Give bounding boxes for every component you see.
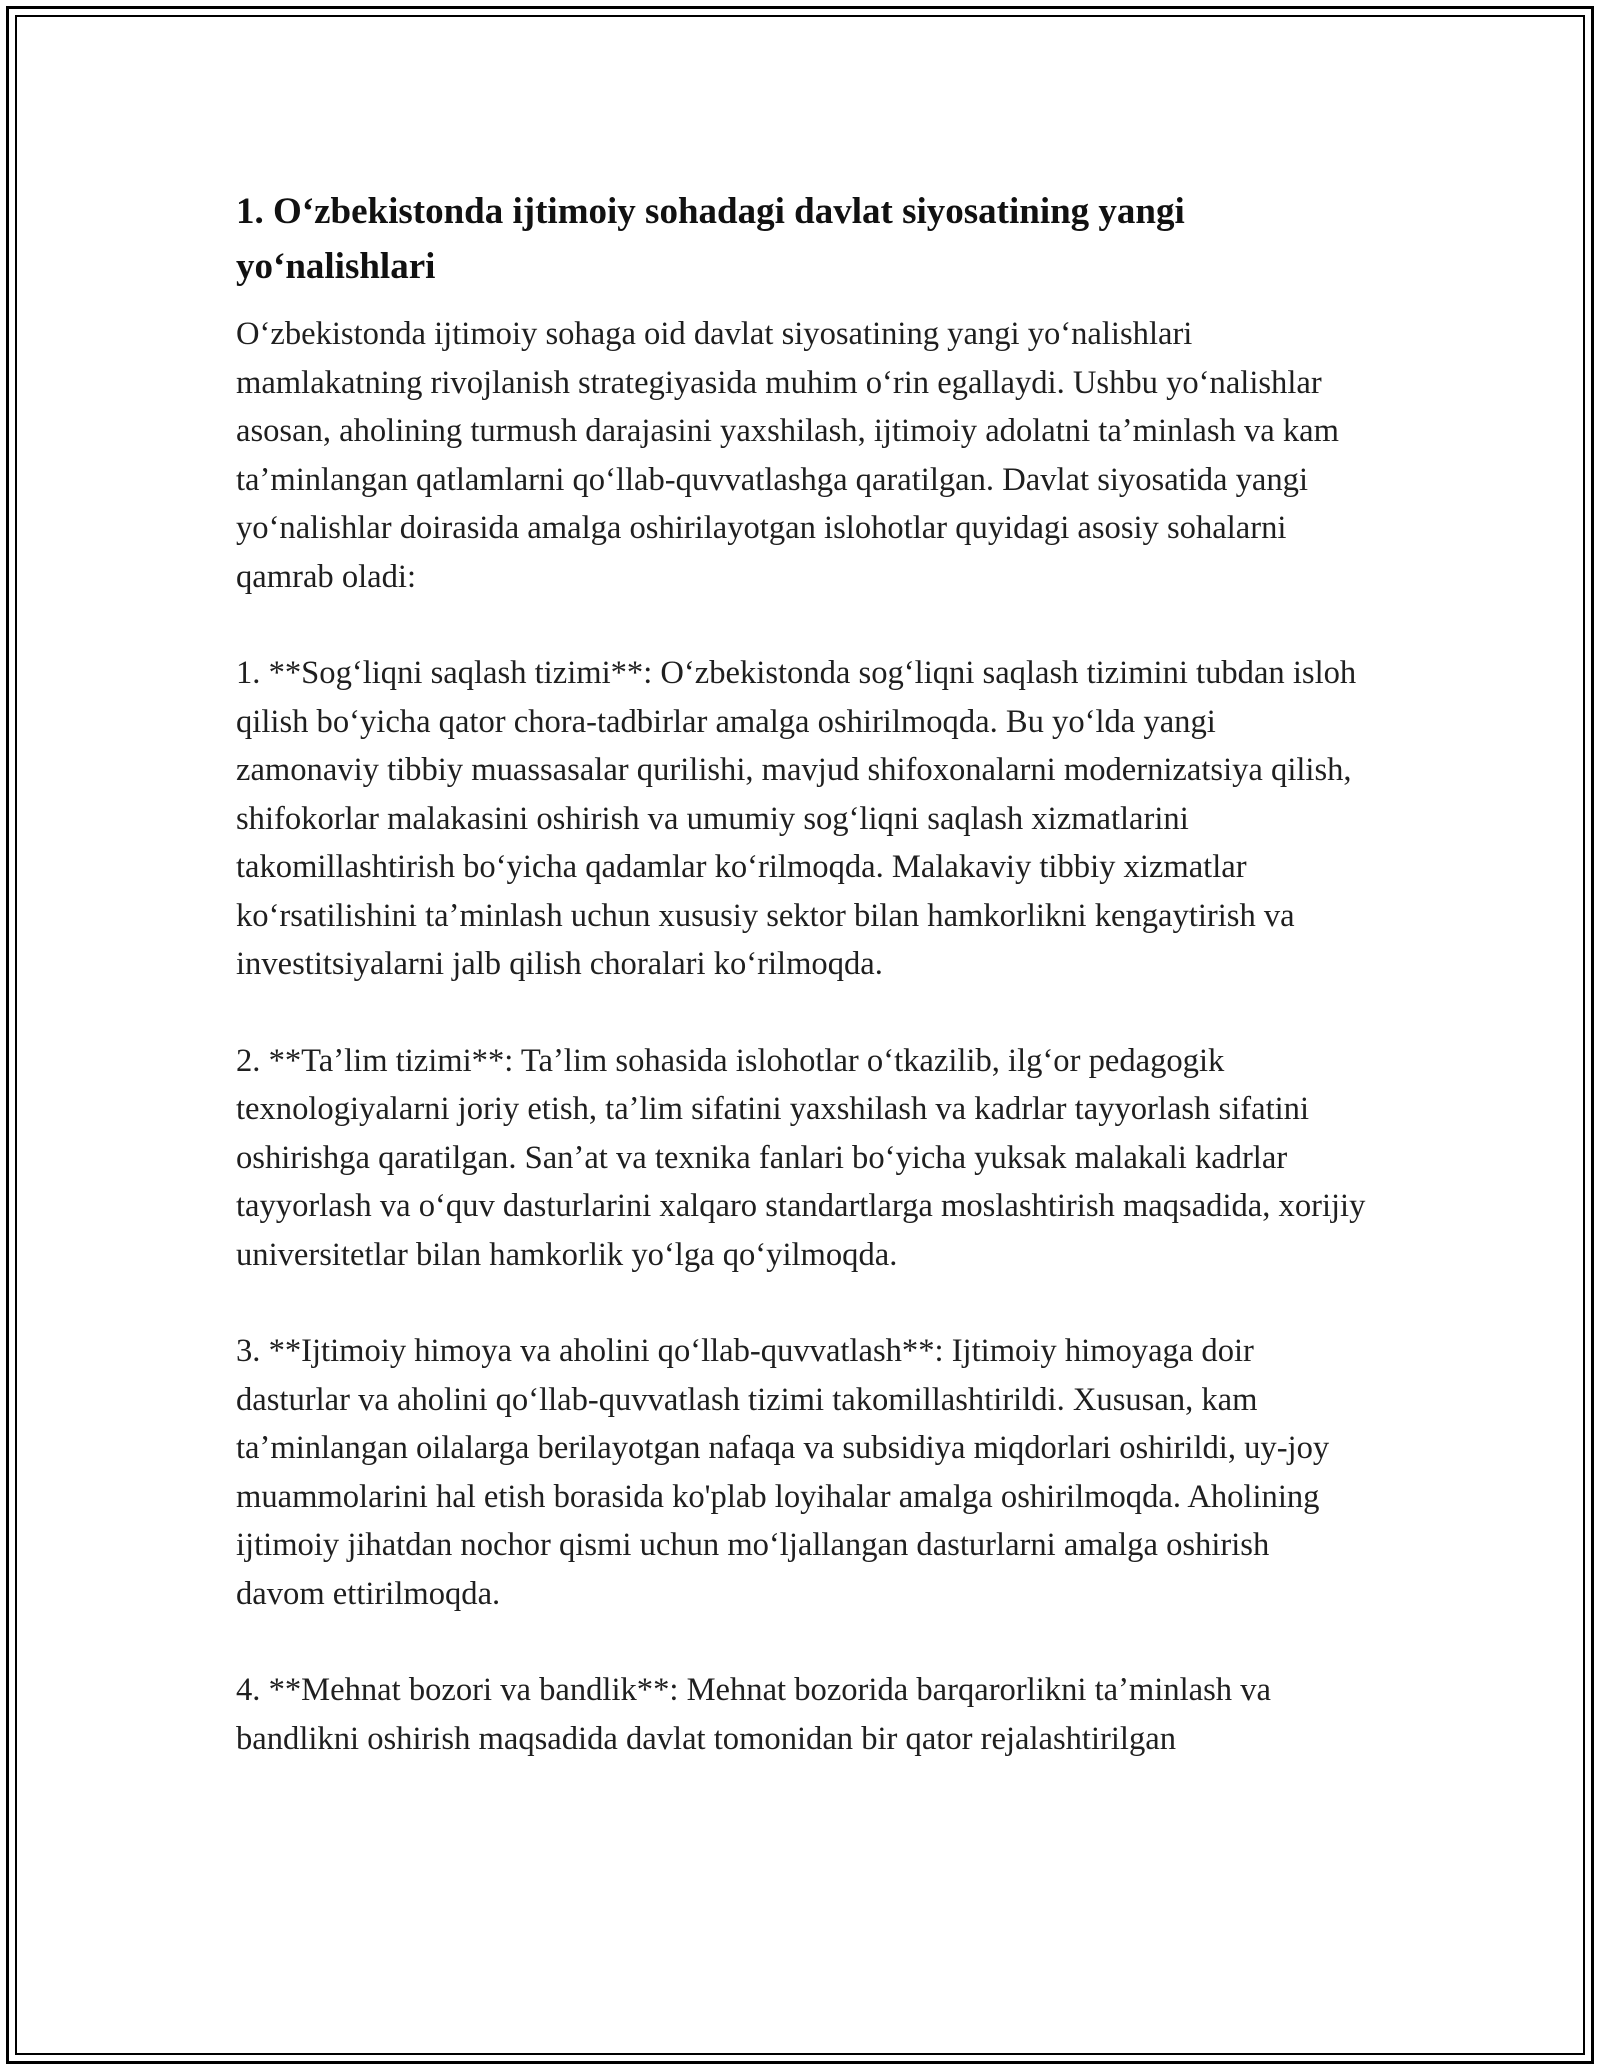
paragraph-education: 2. **Taʼlim tizimi**: Taʼlim sohasida islohotlar oʻtkazilib, ilgʻor pedagogik texnologiyalarni joriy etish, taʼlim sifatini yaxshilash va kadrlar tayyorlash sifatini oshirishga qaratilgan. Sanʼat va texnika fanlari boʻyicha yuksak malakali kadrlar tayyorlash va oʻquv dasturlarini xalqaro standartlarga moslashtirish maqsadida, xorijiy universitetlar bilan hamkorlik yoʻlga qoʻyilmoqda. [236, 1042, 1366, 1273]
paragraph-healthcare: 1. **Sogʻliqni saqlash tizimi**: Oʻzbekistonda sogʻliqni saqlash tizimini tubdan isloh qilish boʻyicha qator chora-tadbirlar amalga oshirilmoqda. Bu yoʻlda yangi zamonaviy tibbiy muassasalar qurilishi, mavjud shifoxonalarni modernizatsiya qilish, shifokorlar malakasini oshirish va umumiy sogʻliqni saqlash xizmatlarini takomillashtirish boʻyicha qadamlar koʻrilmoqda. Malakaviy tibbiy xizmatlar koʻrsatilishini taʼminlash uchun xususiy sektor bilan hamkorlikni kengaytirish va investitsiyalarni jalb qilish choralari koʻrilmoqda. [236, 655, 1357, 982]
intro-paragraph: Oʻzbekistonda ijtimoiy sohaga oid davlat siyosatining yangi yoʻnalishlari mamlakatning rivojlanish strategiyasida muhim oʻrin egallaydi. Ushbu yoʻnalishlar asosan, aholining turmush darajasini yaxshilash, ijtimoiy adolatni taʼminlash va kam taʼminlangan qatlamlarni qoʻllab-quvvatlashga qaratilgan. Davlat siyosatida yangi yoʻnalishlar doirasida amalga oshirilayotgan islohotlar quyidagi asosiy sohalarni qamrab oladi: [236, 316, 1339, 595]
document-body [236, 184, 1366, 1811]
section-heading: 1. Oʻzbekistonda ijtimoiy sohadagi davlat siyosatining yangi yoʻnalishlari [236, 191, 1185, 287]
paragraph-social-protection: 3. **Ijtimoiy himoya va aholini qoʻllab-quvvatlash**: Ijtimoiy himoyaga doir dasturlar va aholini qoʻllab-quvvatlash tizimi takomillashtirildi. Xususan, kam taʼminlangan oilalarga berilayotgan nafaqa va subsidiya miqdorlari oshirildi, uy-joy muammolarini hal etish borasida ko'plab loyihalar amalga oshirilmoqda. Aholining ijtimoiy jihatdan nochor qismi uchun moʻljallangan dasturlarni amalga oshirish davom ettirilmoqda. [236, 1333, 1330, 1612]
paragraph-labor-market: 4. **Mehnat bozori va bandlik**: Mehnat bozorida barqarorlikni taʼminlash va bandlikni oshirish maqsadida davlat tomonidan bir qator rejalashtirilgan [236, 1672, 1271, 1757]
